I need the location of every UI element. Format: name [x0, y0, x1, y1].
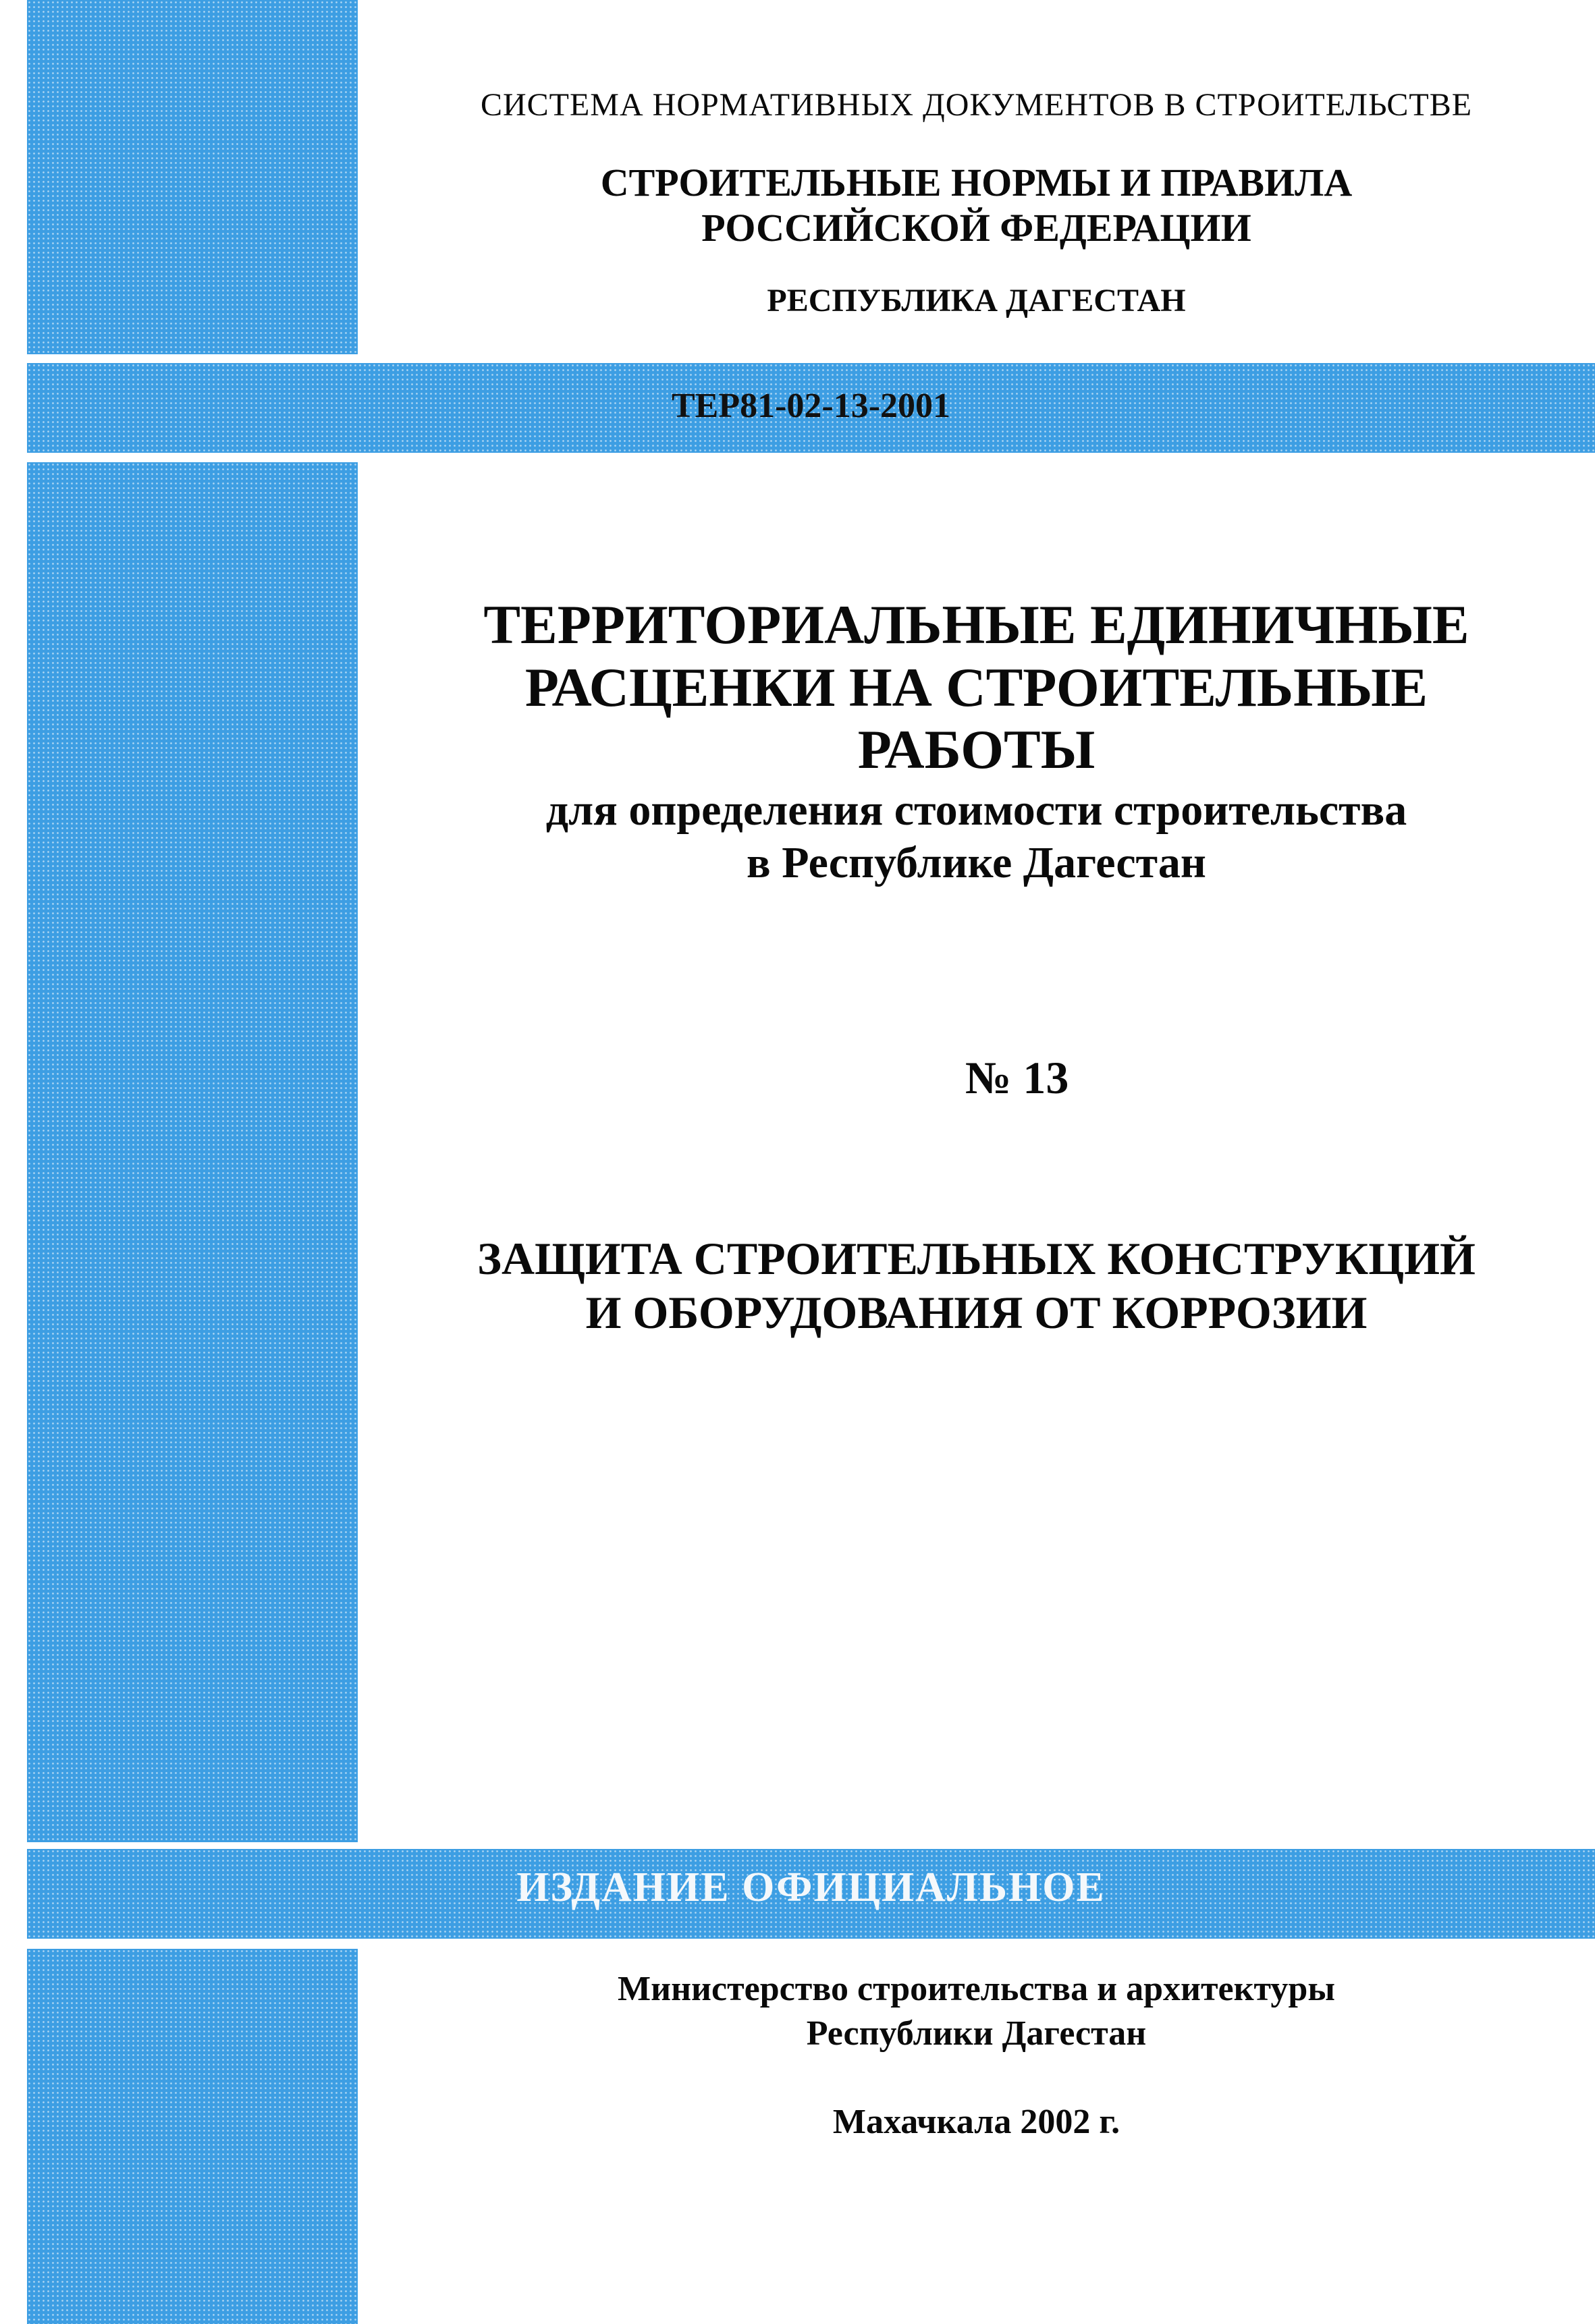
snip-heading-line-2: РОССИЙСКОЙ ФЕДЕРАЦИИ — [701, 205, 1251, 250]
publisher-line-1: Министерство строительства и архитектуры — [618, 1970, 1335, 2008]
system-heading: СИСТЕМА НОРМАТИВНЫХ ДОКУМЕНТОВ В СТРОИТЕЛЬСТВЕ — [480, 87, 1473, 123]
publisher-line-2: Республики Дагестан — [806, 2014, 1147, 2053]
official-edition-label: ИЗДАНИЕ ОФИЦИАЛЬНОЕ — [516, 1864, 1106, 1910]
section-title-line-1: ЗАЩИТА СТРОИТЕЛЬНЫХ КОНСТРУКЦИЙ — [477, 1233, 1476, 1284]
main-subtitle — [358, 784, 1595, 889]
section-title — [358, 1232, 1595, 1339]
cover-blue-strip-bottom — [27, 1949, 358, 2324]
main-subtitle-line-2: в Республике Дагестан — [747, 837, 1206, 887]
main-title-line-3: РАБОТЫ — [857, 719, 1096, 781]
cover-blue-strip-middle — [27, 462, 358, 1842]
main-title-line-1: ТЕРРИТОРИАЛЬНЫЕ ЕДИНИЧНЫЕ — [483, 594, 1469, 655]
document-code: ТЕР81-02-13-2001 — [671, 387, 951, 425]
main-title — [358, 594, 1595, 781]
main-title-line-2: РАСЦЕНКИ НА СТРОИТЕЛЬНЫЕ — [524, 656, 1428, 718]
main-subtitle-line-1: для определения стоимости строительства — [545, 785, 1407, 835]
republic-heading: РЕСПУБЛИКА ДАГЕСТАН — [767, 283, 1186, 319]
cover-blue-strip-top — [27, 0, 358, 354]
section-title-line-2: И ОБОРУДОВАНИЯ ОТ КОРРОЗИИ — [585, 1286, 1368, 1338]
snip-heading-line-1: СТРОИТЕЛЬНЫЕ НОРМЫ И ПРАВИЛА — [600, 161, 1353, 204]
city-year: Махачкала 2002 г. — [832, 2103, 1120, 2141]
collection-number: № 13 — [965, 1052, 1069, 1103]
snip-heading — [358, 161, 1595, 250]
publisher — [358, 1967, 1595, 2055]
